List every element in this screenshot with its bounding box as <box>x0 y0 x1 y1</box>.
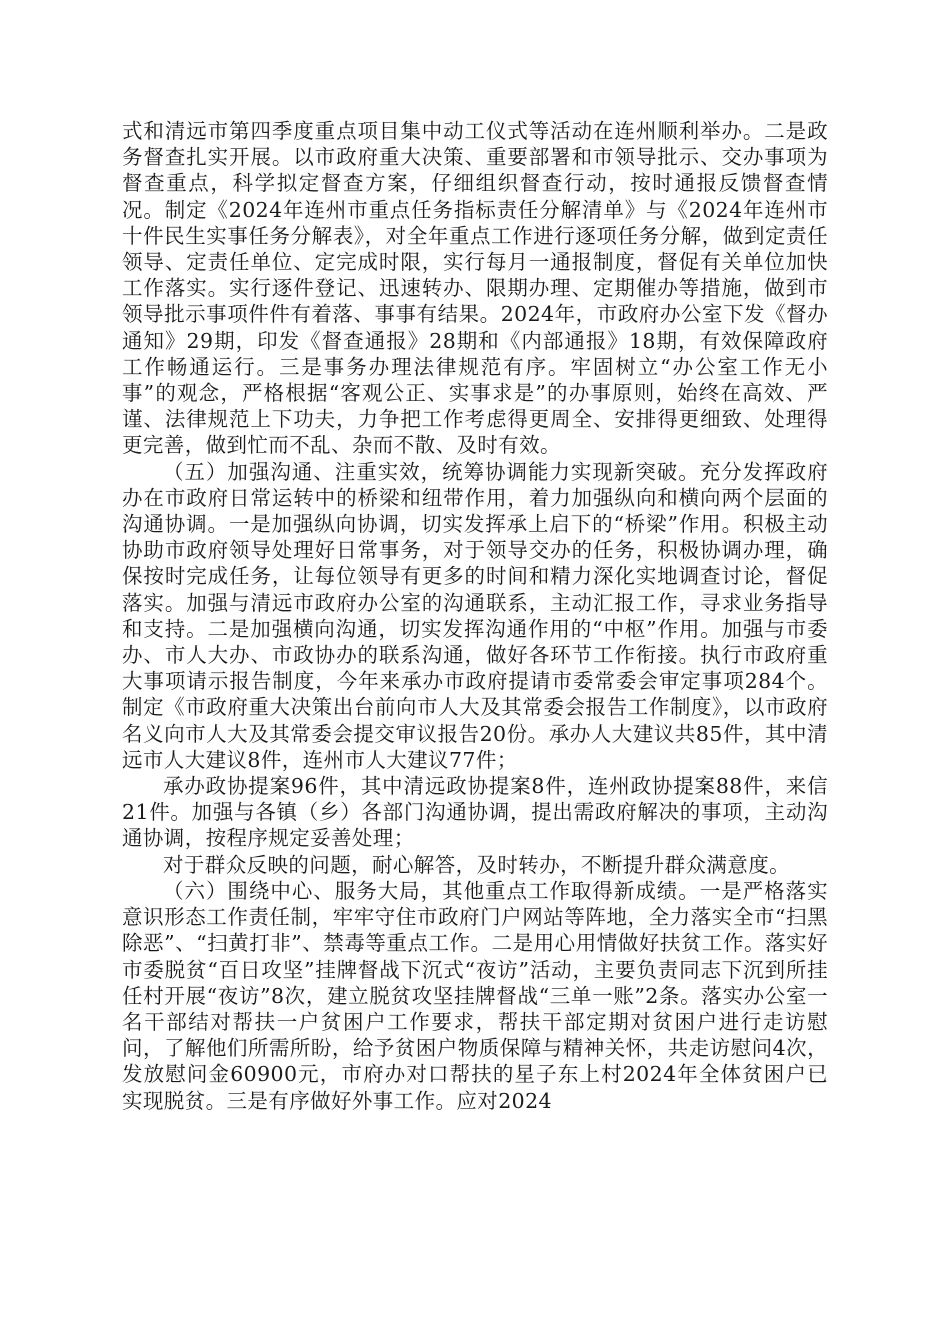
paragraph-cppcc-proposals: 承办政协提案96件，其中清远政协提案8件，连州政协提案88件，来信21件。加强与各镇（乡）各部门沟通协调，提出需政府解决的事项，主动沟通协调，按程序规定妥善处理； <box>122 774 828 851</box>
paragraph-public-feedback: 对于群众反映的问题，耐心解答，及时转办，不断提升群众满意度。 <box>163 852 790 877</box>
paragraph-supervision: 式和清远市第四季度重点项目集中动工仪式等活动在连州顺利举办。二是政务督查扎实开展。以市政府重大决策、重要部署和市领导批示、交办事项为督查重点，科学拟定督查方案，仔细组织督查行动，按时通报反馈督查情况。制定《2024年连州市重点任务指标责任分解清单》与《2024年连州市十件民生实事任务分解表》，对全年重点工作进行逐项任务分解，做到定责任领导、定责任单位、定完成时限，实行每月一通报制度，督促有关单位加快工作落实。实行逐件登记、迅速转办、限期办理、定期催办等措施，做到市领导批示事项件件有着落、事事有结果。2024年，市政府办公室下发《督办通知》29期，印发《督查通报》28期和《内部通报》18期，有效保障政府工作畅通运行。三是事务办理法律规范有序。牢固树立“办公室工作无小事”的观念，严格根据“客观公正、实事求是”的办事原则，始终在高效、严谨、法律规范上下功夫，力争把工作考虑得更周全、安排得更细致、处理得更完善，做到忙而不乱、杂而不散、及时有效。 <box>122 119 828 458</box>
paragraph-section-six: （六）围绕中心、服务大局，其他重点工作取得新成绩。一是严格落实意识形态工作责任制，牢牢守住市政府门户网站等阵地，全力落实全市“扫黑除恶”、“扫黄打非”、禁毒等重点工作。二是用心用情做好扶贫工作。落实好市委脱贫“百日攻坚”挂牌督战下沉式“夜访”活动，主要负责同志下沉到所挂任村开展“夜访”8次，建立脱贫攻坚挂牌督战“三单一账”2条。落实办公室一名干部结对帮扶一户贫困户工作要求，帮扶干部定期对贫困户进行走访慰问，了解他们所需所盼，给予贫困户物质保障与精神关怀，共走访慰问4次，发放慰问金60900元，市府办对口帮扶的星子东上村2024年全体贫困户已实现脱贫。三是有序做好外事工作。应对2024 <box>122 878 828 1113</box>
document-body <box>122 118 828 1114</box>
paragraph-section-five: （五）加强沟通、注重实效，统筹协调能力实现新突破。充分发挥政府办在市政府日常运转中的桥梁和纽带作用，着力加强纵向和横向两个层面的沟通协调。一是加强纵向协调，切实发挥承上启下的“桥梁”作用。积极主动协助市政府领导处理好日常事务，对于领导交办的任务，积极协调办理，确保按时完成任务，让每位领导有更多的时间和精力深化实地调查讨论，督促落实。加强与清远市政府办公室的沟通联系，主动汇报工作，寻求业务指导和支持。二是加强横向沟通，切实发挥沟通作用的“中枢”作用。加强与市委办、市人大办、市政协办的联系沟通，做好各环节工作衔接。执行市政府重大事项请示报告制度，今年来承办市政府提请市委常委会审定事项284个。制定《市政府重大决策出台前向市人大及其常委会报告工作制度》，以市政府名义向市人大及其常委会提交审议报告20份。承办人大建议共85件，其中清远市人大建议8件，连州市人大建议77件； <box>122 459 828 772</box>
